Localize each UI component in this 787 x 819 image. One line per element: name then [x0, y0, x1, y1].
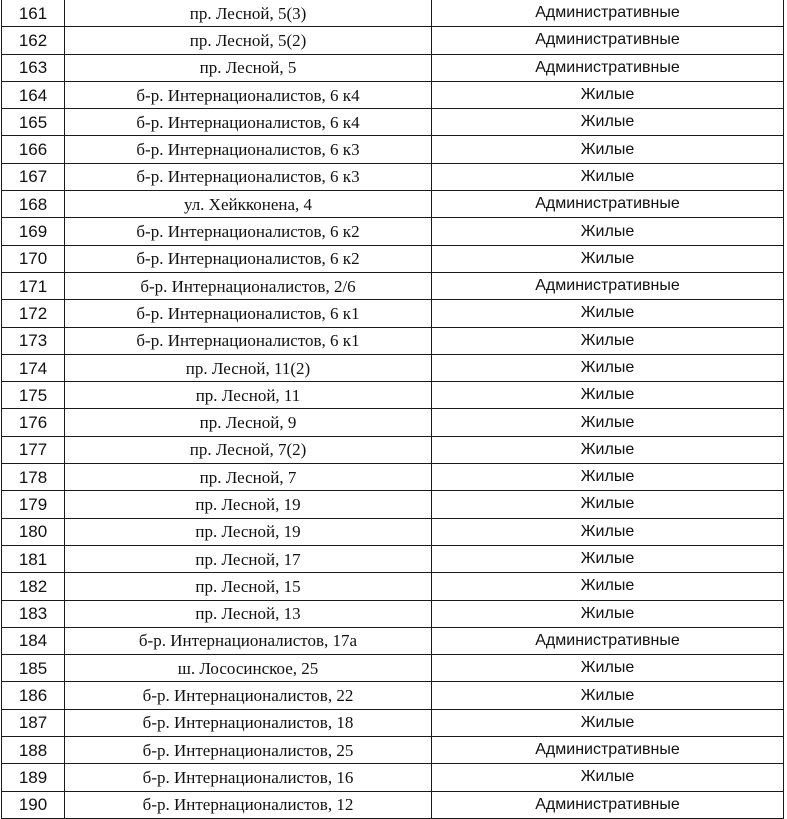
- table-row: [2, 272, 784, 299]
- address-cell: пр. Лесной, 19: [65, 518, 432, 545]
- address-cell: б-р. Интернационалистов, 17а: [65, 627, 432, 654]
- address-cell: б-р. Интернационалистов, 2/6: [65, 272, 432, 299]
- row-number-cell: 162: [2, 27, 65, 54]
- purpose-cell: Жилые: [432, 245, 784, 272]
- table-row: [2, 573, 784, 600]
- purpose-cell: Административные: [432, 272, 784, 299]
- row-number-cell: 183: [2, 600, 65, 627]
- address-cell: пр. Лесной, 5: [65, 54, 432, 81]
- purpose-cell: Административные: [432, 627, 784, 654]
- purpose-cell: Жилые: [432, 764, 784, 791]
- address-cell: б-р. Интернационалистов, 6 к1: [65, 327, 432, 354]
- table-row: [2, 354, 784, 381]
- address-cell: пр. Лесной, 19: [65, 491, 432, 518]
- table-row: [2, 518, 784, 545]
- table-row: [2, 464, 784, 491]
- row-number-cell: 179: [2, 491, 65, 518]
- purpose-cell: Жилые: [432, 300, 784, 327]
- address-cell: б-р. Интернационалистов, 6 к2: [65, 245, 432, 272]
- row-number-cell: 184: [2, 627, 65, 654]
- row-number-cell: 164: [2, 81, 65, 108]
- row-number-cell: 174: [2, 354, 65, 381]
- table-row: [2, 27, 784, 54]
- buildings-table: [1, 0, 784, 819]
- address-cell: б-р. Интернационалистов, 6 к4: [65, 109, 432, 136]
- table-body: [2, 0, 784, 818]
- table-row: [2, 0, 784, 27]
- table-row: [2, 491, 784, 518]
- table-row: [2, 163, 784, 190]
- row-number-cell: 185: [2, 655, 65, 682]
- row-number-cell: 172: [2, 300, 65, 327]
- table-row: [2, 764, 784, 791]
- purpose-cell: Жилые: [432, 327, 784, 354]
- table-row: [2, 54, 784, 81]
- purpose-cell: Жилые: [432, 682, 784, 709]
- table-row: [2, 709, 784, 736]
- address-cell: б-р. Интернационалистов, 25: [65, 737, 432, 764]
- purpose-cell: Жилые: [432, 545, 784, 572]
- address-cell: пр. Лесной, 5(3): [65, 0, 432, 27]
- table-row: [2, 737, 784, 764]
- address-cell: пр. Лесной, 7: [65, 464, 432, 491]
- table-row: [2, 545, 784, 572]
- purpose-cell: Жилые: [432, 491, 784, 518]
- purpose-cell: Жилые: [432, 600, 784, 627]
- row-number-cell: 163: [2, 54, 65, 81]
- table-row: [2, 218, 784, 245]
- purpose-cell: Административные: [432, 191, 784, 218]
- table-row: [2, 409, 784, 436]
- row-number-cell: 187: [2, 709, 65, 736]
- table-row: [2, 382, 784, 409]
- row-number-cell: 188: [2, 737, 65, 764]
- row-number-cell: 173: [2, 327, 65, 354]
- address-cell: пр. Лесной, 13: [65, 600, 432, 627]
- purpose-cell: Жилые: [432, 81, 784, 108]
- table-row: [2, 81, 784, 108]
- row-number-cell: 176: [2, 409, 65, 436]
- table-row: [2, 436, 784, 463]
- purpose-cell: Жилые: [432, 409, 784, 436]
- row-number-cell: 161: [2, 0, 65, 27]
- purpose-cell: Жилые: [432, 109, 784, 136]
- address-cell: б-р. Интернационалистов, 22: [65, 682, 432, 709]
- purpose-cell: Административные: [432, 737, 784, 764]
- purpose-cell: Жилые: [432, 464, 784, 491]
- table-row: [2, 136, 784, 163]
- purpose-cell: Административные: [432, 0, 784, 27]
- row-number-cell: 189: [2, 764, 65, 791]
- row-number-cell: 181: [2, 545, 65, 572]
- table-row: [2, 655, 784, 682]
- address-cell: б-р. Интернационалистов, 16: [65, 764, 432, 791]
- address-cell: пр. Лесной, 15: [65, 573, 432, 600]
- purpose-cell: Жилые: [432, 382, 784, 409]
- purpose-cell: Жилые: [432, 518, 784, 545]
- row-number-cell: 175: [2, 382, 65, 409]
- address-cell: ул. Хейкконена, 4: [65, 191, 432, 218]
- row-number-cell: 166: [2, 136, 65, 163]
- table-row: [2, 109, 784, 136]
- address-cell: б-р. Интернационалистов, 6 к3: [65, 163, 432, 190]
- purpose-cell: Жилые: [432, 573, 784, 600]
- row-number-cell: 177: [2, 436, 65, 463]
- table-row: [2, 600, 784, 627]
- row-number-cell: 186: [2, 682, 65, 709]
- table-row: [2, 682, 784, 709]
- address-cell: пр. Лесной, 5(2): [65, 27, 432, 54]
- address-cell: пр. Лесной, 11(2): [65, 354, 432, 381]
- purpose-cell: Административные: [432, 27, 784, 54]
- purpose-cell: Административные: [432, 54, 784, 81]
- purpose-cell: Административные: [432, 791, 784, 818]
- purpose-cell: Жилые: [432, 709, 784, 736]
- table-row: [2, 791, 784, 818]
- address-cell: пр. Лесной, 11: [65, 382, 432, 409]
- row-number-cell: 165: [2, 109, 65, 136]
- row-number-cell: 178: [2, 464, 65, 491]
- address-cell: б-р. Интернационалистов, 6 к4: [65, 81, 432, 108]
- purpose-cell: Жилые: [432, 218, 784, 245]
- table-row: [2, 300, 784, 327]
- purpose-cell: Жилые: [432, 436, 784, 463]
- row-number-cell: 190: [2, 791, 65, 818]
- table-row: [2, 245, 784, 272]
- address-cell: ш. Лососинское, 25: [65, 655, 432, 682]
- row-number-cell: 169: [2, 218, 65, 245]
- address-cell: б-р. Интернационалистов, 6 к2: [65, 218, 432, 245]
- purpose-cell: Жилые: [432, 655, 784, 682]
- table-row: [2, 627, 784, 654]
- address-cell: пр. Лесной, 9: [65, 409, 432, 436]
- table-row: [2, 191, 784, 218]
- purpose-cell: Жилые: [432, 354, 784, 381]
- row-number-cell: 167: [2, 163, 65, 190]
- address-cell: пр. Лесной, 17: [65, 545, 432, 572]
- address-cell: б-р. Интернационалистов, 6 к3: [65, 136, 432, 163]
- purpose-cell: Жилые: [432, 136, 784, 163]
- address-cell: пр. Лесной, 7(2): [65, 436, 432, 463]
- address-cell: б-р. Интернационалистов, 6 к1: [65, 300, 432, 327]
- address-cell: б-р. Интернационалистов, 12: [65, 791, 432, 818]
- row-number-cell: 171: [2, 272, 65, 299]
- row-number-cell: 182: [2, 573, 65, 600]
- address-cell: б-р. Интернационалистов, 18: [65, 709, 432, 736]
- row-number-cell: 180: [2, 518, 65, 545]
- row-number-cell: 170: [2, 245, 65, 272]
- table-row: [2, 327, 784, 354]
- purpose-cell: Жилые: [432, 163, 784, 190]
- row-number-cell: 168: [2, 191, 65, 218]
